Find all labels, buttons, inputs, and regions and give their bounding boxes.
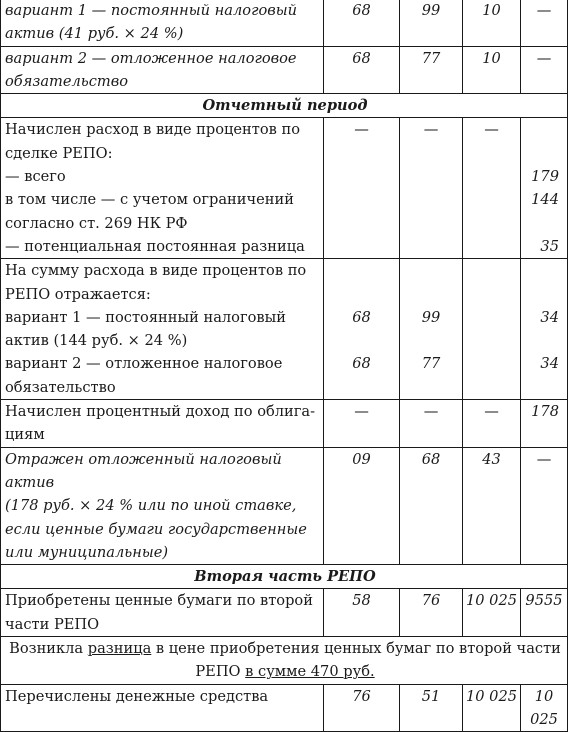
note-row <box>1 637 568 685</box>
tax-amount-cell <box>521 0 568 46</box>
value: 10 <box>482 2 501 19</box>
debit-cell <box>324 589 400 637</box>
accounting-amount-cell <box>463 589 521 637</box>
section-title: Отчетный период <box>1 94 568 118</box>
operation-cell <box>1 259 324 400</box>
table-row <box>1 589 568 637</box>
operation-cell <box>1 0 324 46</box>
table-row <box>1 118 568 259</box>
value <box>521 283 559 306</box>
credit-cell <box>400 684 463 732</box>
text-line: согласно ст. 269 НК РФ <box>5 214 188 232</box>
value: — <box>536 49 552 67</box>
text-line: вариант 2 — отложенное налоговое <box>5 49 297 67</box>
table-row <box>1 0 568 46</box>
section-title: Вторая часть РЕПО <box>1 565 568 589</box>
value: — <box>484 121 499 139</box>
accounting-amount-cell <box>463 118 521 259</box>
text-line: вариант 1 — постоянный налоговый <box>5 2 298 19</box>
credit-cell <box>400 400 463 448</box>
value <box>400 329 462 352</box>
text-line: актив (41 руб. × 24 %) <box>5 25 184 43</box>
text-line: обязательство <box>5 72 129 90</box>
table-row <box>1 447 568 564</box>
value <box>324 283 399 306</box>
value: 58 <box>352 592 371 610</box>
debit-cell <box>324 0 400 46</box>
note-line <box>5 637 565 660</box>
text-line: Начислен процентный доход по облига- <box>5 403 316 421</box>
accounting-amount-cell <box>463 46 521 94</box>
accounting-amount-cell <box>463 684 521 732</box>
note-line <box>5 660 565 683</box>
value: — <box>484 403 499 421</box>
section-header-row <box>1 94 568 118</box>
text-line: Приобретены ценные бумаги по второй <box>5 592 313 610</box>
table-row <box>1 259 568 400</box>
value: 178 <box>531 403 559 421</box>
debit-cell <box>324 118 400 259</box>
text-line: если ценные бумаги государственные <box>5 520 307 538</box>
value <box>521 212 559 235</box>
debit-cell <box>324 447 400 564</box>
credit-cell <box>400 118 463 259</box>
value: — <box>536 450 552 468</box>
value: 76 <box>352 687 371 705</box>
note-underlined: в сумме 470 руб. <box>245 663 375 681</box>
credit-cell <box>400 46 463 94</box>
text-line: РЕПО отражается: <box>5 285 151 303</box>
tax-amount-cell <box>521 400 568 448</box>
value <box>400 283 462 306</box>
accounting-amount-cell <box>463 447 521 564</box>
credit-cell <box>400 0 463 46</box>
text-line: в том числе — с учетом ограничений <box>5 191 294 209</box>
value: 43 <box>482 450 501 468</box>
table-row <box>1 400 568 448</box>
value <box>521 259 559 282</box>
value: 10 025 <box>465 687 518 705</box>
value: 179 <box>531 168 559 186</box>
value: — <box>423 121 439 139</box>
difference-note <box>1 637 568 685</box>
value: 34 <box>540 308 559 326</box>
value: 68 <box>352 49 371 67</box>
text-line: части РЕПО <box>5 615 100 633</box>
text-line: Начислен расход в виде процентов по <box>5 121 300 139</box>
value: 76 <box>421 592 441 610</box>
value <box>324 259 399 282</box>
value: 144 <box>531 191 559 209</box>
value <box>324 329 399 352</box>
value: 51 <box>421 687 441 705</box>
text-line: или муниципальные) <box>5 543 169 561</box>
tax-amount-cell <box>521 447 568 564</box>
text-line: вариант 2 — отложенное налоговое <box>5 355 283 373</box>
operation-cell <box>1 684 324 732</box>
value: — <box>354 403 369 421</box>
debit-cell <box>324 259 400 400</box>
text-line: сделке РЕПО: <box>5 144 113 162</box>
value: 68 <box>421 450 441 468</box>
text-line: вариант 1 — постоянный налоговый <box>5 308 286 326</box>
debit-cell <box>324 400 400 448</box>
tax-amount-cell <box>521 589 568 637</box>
text-line: (178 руб. × 24 % или по иной ставке, <box>5 497 297 515</box>
credit-cell <box>400 259 463 400</box>
tax-amount-cell <box>521 259 568 400</box>
text-line: циям <box>5 426 45 444</box>
text-line: — потенциальная постоянная разница <box>5 237 305 255</box>
text-line: Отражен отложенный налоговый актив <box>5 450 282 491</box>
table-row <box>1 684 568 732</box>
tax-amount-cell <box>521 46 568 94</box>
text-line: Перечислены денежные средства <box>5 687 269 705</box>
operation-cell <box>1 118 324 259</box>
operation-cell <box>1 400 324 448</box>
text-line: актив (144 руб. × 24 %) <box>5 332 188 350</box>
note-text: Возникла <box>9 640 88 658</box>
tax-amount-cell <box>521 118 568 259</box>
value: 10 025 <box>530 687 558 728</box>
value: 68 <box>352 355 371 373</box>
debit-cell <box>324 684 400 732</box>
note-text: РЕПО <box>195 663 246 681</box>
value: 68 <box>352 308 371 326</box>
accounting-amount-cell <box>463 0 521 46</box>
accounting-amount-cell <box>463 259 521 400</box>
note-text: в цене приобретения ценных бумаг по второй части <box>151 640 561 658</box>
operation-cell <box>1 46 324 94</box>
value: — <box>354 121 369 139</box>
text-line: На сумму расхода в виде процентов по <box>5 262 307 280</box>
note-underlined: разница <box>87 640 152 658</box>
tax-amount-cell <box>521 684 568 732</box>
value: 10 <box>482 49 501 67</box>
value <box>400 259 462 282</box>
section-header-row <box>1 565 568 589</box>
value: 10 025 <box>465 592 518 610</box>
value: — <box>536 2 552 19</box>
text-line: — всего <box>5 168 66 186</box>
table-row <box>1 46 568 94</box>
value: 77 <box>421 49 441 67</box>
value <box>521 142 559 165</box>
value: 99 <box>421 308 441 326</box>
value: 34 <box>540 355 559 373</box>
value: 68 <box>352 2 371 19</box>
table-body <box>1 0 568 732</box>
text-line: обязательство <box>5 378 116 396</box>
value: 35 <box>540 237 559 255</box>
debit-cell <box>324 46 400 94</box>
operation-cell <box>1 589 324 637</box>
credit-cell <box>400 447 463 564</box>
accounting-amount-cell <box>463 400 521 448</box>
value: 9555 <box>525 592 563 610</box>
value: 77 <box>421 355 441 373</box>
value <box>521 329 559 352</box>
operation-cell <box>1 447 324 564</box>
value: 09 <box>352 450 371 468</box>
credit-cell <box>400 589 463 637</box>
value <box>521 118 559 141</box>
value: 99 <box>421 2 441 19</box>
value: — <box>423 403 439 421</box>
